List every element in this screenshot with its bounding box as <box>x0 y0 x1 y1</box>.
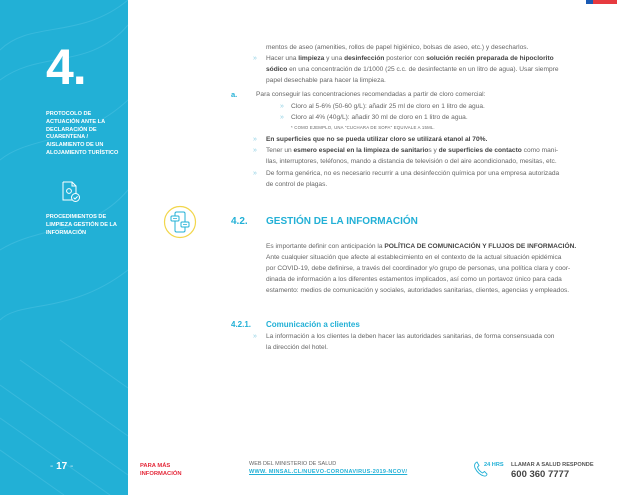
item-a-sub1: Cloro al 5-6% (50-60 g/L): añadir 25 ml de cloro en 1 litro de agua. <box>291 103 485 110</box>
bullet-icon: » <box>253 333 257 340</box>
section-number: 4.2. <box>231 216 248 227</box>
list-marker-a: a. <box>231 90 238 99</box>
bullet-icon: » <box>280 103 284 110</box>
bullet-cleaning-line2 <box>266 64 559 75</box>
section-para-line5: estamento: medios de comunicación y sociales, autoridades sanitarias, clientes, agencias y empleados. <box>266 287 570 294</box>
phone-chat-bubbles-icon <box>163 205 197 239</box>
text: y una <box>324 55 345 62</box>
section-para-line2: Ante cualquier situación que afecte al establecimiento en el contexto de la actual situación epidémica <box>266 254 562 261</box>
section-para-line4: dinada de información a los diferentes estamentos implicados, así como un portavoz único para cada <box>266 276 562 283</box>
bullet-cleaning-line3: papel desechable para hacer la limpieza. <box>266 77 386 84</box>
more-info-line2: INFORMACIÓN <box>140 471 182 477</box>
item-a-sub2: Cloro al 4% (40g/L): añadir 30 ml de cloro en 1 litro de agua. <box>291 114 468 121</box>
bold-text: desinfección <box>344 55 385 62</box>
bold-text: solución recién preparada de hipoclorito <box>426 55 554 62</box>
text: como mani- <box>521 147 559 154</box>
hours-label: 24 HRS <box>484 462 504 468</box>
footer-more-info <box>140 462 182 478</box>
bold-text: En superficies que no se pueda utilizar cloro se utilizará etanol al 70%. <box>266 136 488 143</box>
bold-text: esmero especial en la limpieza de sanitario <box>293 147 429 154</box>
page-number-value: 17 <box>56 461 68 472</box>
footer-web-link[interactable]: WWW. MINSAL.CL/NUEVO-CORONAVIRUS-2019-NCOV/ <box>249 469 408 475</box>
text: Tener un <box>266 147 294 154</box>
text: s y <box>428 147 439 154</box>
call-number[interactable]: 600 360 7777 <box>511 469 570 480</box>
section-para-line3: por COVID-19, debe definirse, a través del coordinador y/o grupo de personas, una política clara y coor- <box>266 265 571 272</box>
text: Hacer una <box>266 55 299 62</box>
text: Es importante definir con anticipación la <box>266 243 385 250</box>
bullet-icon: » <box>253 136 257 143</box>
more-info-line1: PARA MÁS <box>140 463 171 469</box>
section-title: GESTIÓN DE LA INFORMACIÓN <box>266 216 418 227</box>
bullet-icon: » <box>253 55 257 62</box>
page-dash-right: - <box>70 461 74 472</box>
section-para-line1 <box>266 241 576 252</box>
subsection-line1: La información a los clientes la deben hacer las autoridades sanitarias, de forma consensuada con <box>266 333 555 340</box>
footer-web-label: WEB DEL MINISTERIO DE SALUD <box>249 461 337 467</box>
subsection-line2: la dirección del hotel. <box>266 344 328 351</box>
call-label: LLAMAR A SALUD RESPONDE <box>511 462 594 468</box>
bullet-sanitary-line2: llas, interruptores, teléfonos, mando a distancia de televisión o del aire acondicionado, mesitas, etc. <box>266 158 557 165</box>
item-a-text: Para conseguir las concentraciones recomendadas a partir de cloro comercial: <box>256 91 486 98</box>
text: posterior con <box>384 55 427 62</box>
bold-text: sódico <box>266 66 288 73</box>
bullet-sanitary <box>266 145 558 156</box>
sidebar-section-title: PROTOCOLO DE ACTUACIÓN ANTE LA DECLARACIÓN DE CUARENTENA / AISLAMIENTO DE UN ALOJAMIENTO TURÍSTICO <box>46 111 119 156</box>
bullet-generic: De forma genérica, no es necesario recurrir a una desinfección química por una empresa autorizada <box>266 170 560 177</box>
bullet-icon: » <box>253 147 257 154</box>
bold-text: de superficies de contacto <box>438 147 522 154</box>
bold-text: POLÍTICA DE COMUNICACIÓN Y FLUJOS DE INFORMACIÓN. <box>384 243 577 250</box>
subsection-title: Comunicación a clientes <box>266 320 360 329</box>
bullet-ethanol <box>266 134 487 145</box>
bullet-cleaning <box>266 53 554 64</box>
bold-text: limpieza <box>298 55 325 62</box>
text-continuation: mentos de aseo (amenities, rollos de papel higiénico, bolsas de aseo, etc.) y desecharlos. <box>266 44 529 51</box>
item-a-note: * COMO EJEMPLO, UNA "CUCHARA DE SOPA" EQUIVALE A 15ML. <box>291 125 435 130</box>
bullet-generic-line2: de control de plagas. <box>266 181 328 188</box>
sidebar-subsection-title: PROCEDIMIENTOS DE LIMPIEZA GESTIÓN DE LA INFORMACIÓN <box>46 214 117 236</box>
subsection-number: 4.2.1. <box>231 320 252 329</box>
page-dash-left: - <box>50 461 54 472</box>
bullet-icon: » <box>280 114 284 121</box>
text: en una concentración de 1/1000 (25 c.c. de desinfectante en un litro de agua). Usar siempre <box>287 66 559 73</box>
bullet-icon: » <box>253 170 257 177</box>
chapter-number: 4. <box>46 39 86 95</box>
